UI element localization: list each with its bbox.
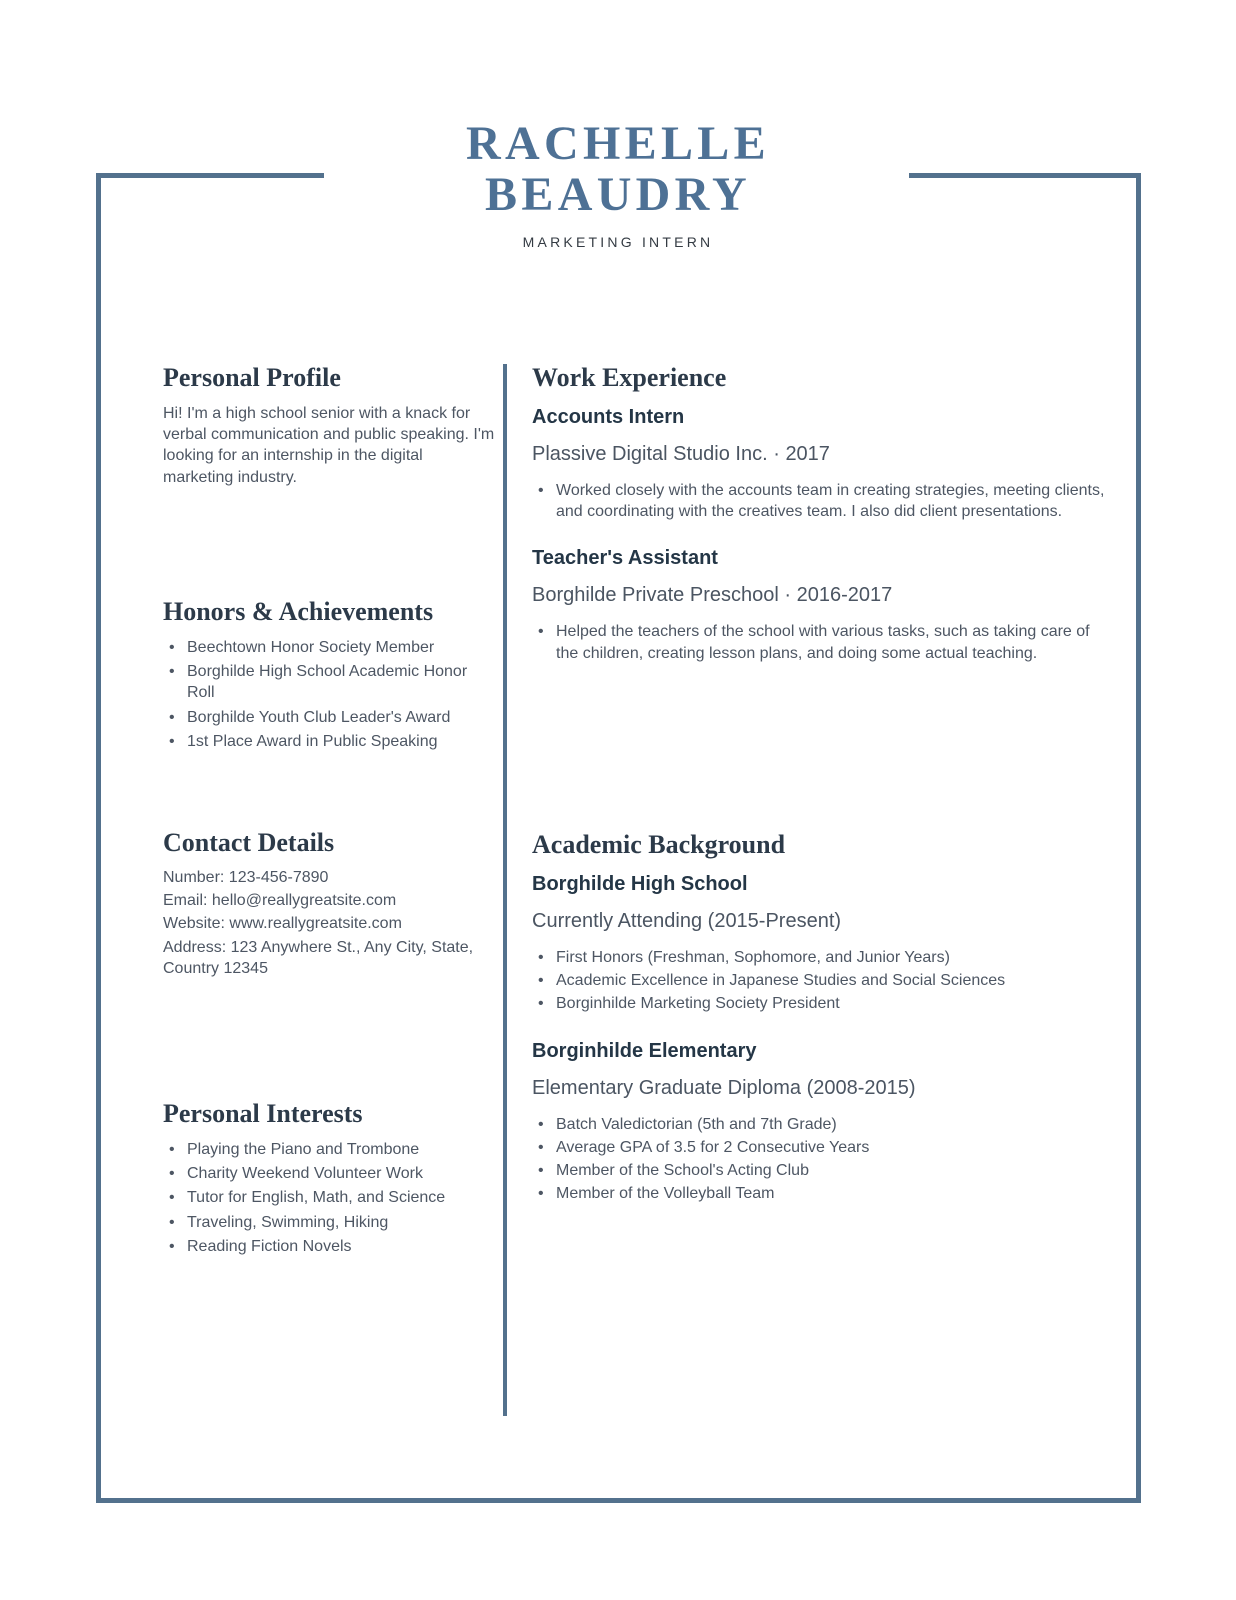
list-item: • Batch Valedictorian (5th and 7th Grade)	[532, 1114, 1110, 1135]
job-entry-title: Accounts Intern	[532, 406, 685, 429]
job-entry-bullets	[532, 621, 1110, 663]
column-divider-line	[503, 364, 507, 1416]
contact-number: Number: 123-456-7890	[163, 869, 329, 887]
school-entry-title: Borghilde High School	[532, 873, 748, 896]
contact-website: Website: www.reallygreatsite.com	[163, 915, 402, 933]
section-heading-contact: Contact Details	[163, 828, 335, 857]
list-item: • Borghilde High School Academic Honor Roll	[163, 661, 495, 703]
name-line-1: RACHELLE	[466, 117, 770, 170]
school-entry-title: Borginhilde Elementary	[532, 1039, 757, 1062]
school-entry	[532, 1038, 1110, 1204]
academic-background-section	[532, 829, 1110, 1206]
contact-email: Email: hello@reallygreatsite.com	[163, 892, 397, 910]
interests-list	[163, 1139, 495, 1257]
personal-profile-text: Hi! I'm a high school senior with a knack for verbal communication and public speaking. I'm looking for an internship in the digital marketing industry.	[163, 405, 495, 486]
list-item: • Helped the teachers of the school with various tasks, such as taking care of the children, creating lesson plans, and doing some actual teaching.	[532, 621, 1110, 663]
job-entry-title: Teacher's Assistant	[532, 547, 718, 570]
list-item: • Traveling, Swimming, Hiking	[163, 1212, 495, 1233]
job-entry	[532, 545, 1110, 663]
section-heading-honors: Honors & Achievements	[163, 597, 434, 626]
list-item: • Member of the Volleyball Team	[532, 1183, 1110, 1204]
section-heading-personal-profile: Personal Profile	[163, 363, 341, 392]
personal-interests-section	[163, 1098, 495, 1260]
list-item: • Playing the Piano and Trombone	[163, 1139, 495, 1160]
contact-details-section	[163, 827, 495, 979]
job-title: MARKETING INTERN	[522, 233, 714, 250]
name-line-2: BEAUDRY	[485, 168, 751, 222]
school-entry-subtitle: Currently Attending (2015-Present)	[532, 910, 842, 933]
contact-address: Address: 123 Anywhere St., Any City, State, Country 12345	[163, 938, 474, 977]
list-item: • Charity Weekend Volunteer Work	[163, 1163, 495, 1184]
contact-lines	[163, 867, 495, 979]
section-heading-academic-background: Academic Background	[532, 830, 786, 859]
frame-left-line	[96, 173, 101, 1503]
list-item: • Beechtown Honor Society Member	[163, 637, 495, 658]
list-item: • 1st Place Award in Public Speaking	[163, 731, 495, 752]
honors-achievements-section	[163, 596, 495, 755]
frame-bottom-line	[96, 1498, 1141, 1503]
list-item: • Worked closely with the accounts team in creating strategies, meeting clients, and coordinating with the creatives team. I also did client presentations.	[532, 480, 1110, 522]
work-experience-section	[532, 362, 1110, 666]
school-entry	[532, 871, 1110, 1014]
job-entry-subtitle: Borghilde Private Preschool · 2016-2017	[532, 584, 893, 607]
header	[0, 118, 1236, 250]
school-entry-bullets	[532, 947, 1110, 1014]
honors-list	[163, 637, 495, 752]
list-item: • Tutor for English, Math, and Science	[163, 1187, 495, 1208]
personal-profile-section	[163, 362, 495, 488]
school-entry-bullets	[532, 1114, 1110, 1204]
list-item: • Member of the School's Acting Club	[532, 1160, 1110, 1181]
school-entry-subtitle: Elementary Graduate Diploma (2008-2015)	[532, 1076, 916, 1099]
list-item: • Academic Excellence in Japanese Studies and Social Sciences	[532, 970, 1110, 991]
job-entry	[532, 404, 1110, 522]
name-heading	[0, 118, 1236, 221]
list-item: • Average GPA of 3.5 for 2 Consecutive Years	[532, 1137, 1110, 1158]
section-heading-interests: Personal Interests	[163, 1099, 363, 1128]
section-heading-work-experience: Work Experience	[532, 363, 727, 392]
list-item: • First Honors (Freshman, Sophomore, and Junior Years)	[532, 947, 1110, 968]
list-item: • Borghilde Youth Club Leader's Award	[163, 707, 495, 728]
list-item: • Borginhilde Marketing Society President	[532, 993, 1110, 1014]
list-item: • Reading Fiction Novels	[163, 1236, 495, 1257]
job-entry-subtitle: Plassive Digital Studio Inc. · 2017	[532, 443, 830, 466]
job-entry-bullets	[532, 480, 1110, 522]
frame-right-line	[1136, 173, 1141, 1503]
